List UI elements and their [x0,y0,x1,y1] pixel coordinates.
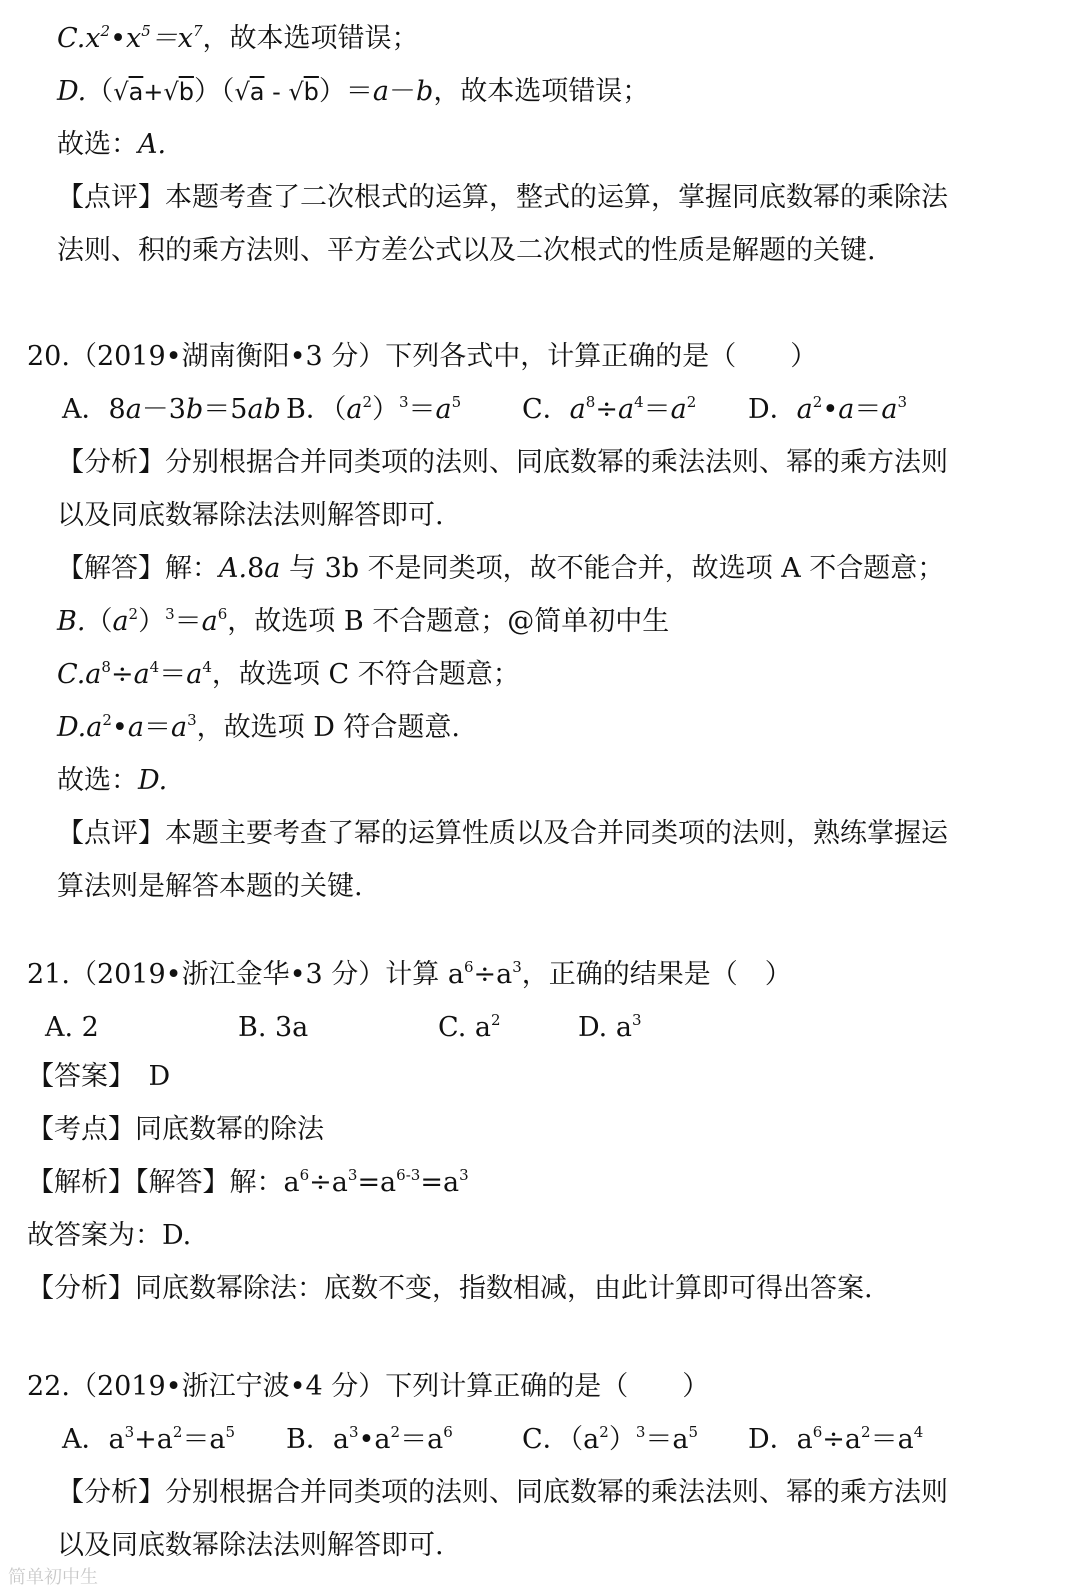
watermark: 简单初中生 [8,1567,98,1588]
q20-solution-2: $B.(a^2)^3=a^6$，故选项 B 不合题意；@简单初中生 [57,605,670,637]
q22-option-c: C．$(a^2)^3=a^5$ [522,1423,699,1455]
p19-line-d: D.（√a+√b）（√a - √b）＝a－b，故本选项错误； [57,76,650,107]
q21-option-b: B. 3a [238,1012,309,1043]
q21-answer: 【答案】 D [27,1061,171,1092]
q20-option-b: B．$(a^2)^3=a^5$ [286,393,462,425]
q22-option-a: A．$a^3+a^2=a^5$ [62,1423,236,1455]
q21-solution: 【解析】【解答】解：$a^6\div a^3=a^{6-3}=a^3$ [27,1166,469,1198]
q22-option-b: B．$a^3•a^2=a^6$ [286,1423,453,1455]
p19-review-1: 【点评】本题考查了二次根式的运算，整式的运算，掌握同底数幂的乘除法 [57,182,948,213]
q22-header: 22.（2019•浙江宁波•4 分）下列计算正确的是（ ） [27,1371,710,1402]
q20-solution-1: 【解答】解：A.8a 与 3b 不是同类项，故不能合并，故选项 A 不合题意； [57,553,945,584]
q20-solution-4: $D.a^2•a=a^3$，故选项 D 符合题意. [57,711,461,743]
p19-line-c: $C.x^2•x^5=x^7$，故本选项错误； [57,22,419,54]
q20-analysis-2: 以及同底数幂除法法则解答即可. [57,500,444,531]
p19-select: 故选：A. [57,129,167,160]
q22-analysis-2: 以及同底数幂除法法则解答即可. [57,1530,444,1561]
q20-option-c: C．$a^8\div a^4=a^2$ [522,393,697,425]
q21-option-c: C. $a^2$ [438,1011,501,1043]
q21-analysis: 【分析】同底数幂除法：底数不变，指数相减，由此计算即可得出答案. [27,1273,873,1304]
q20-option-d: D．$a^2•a=a^3$ [748,393,908,425]
q20-select: 故选：D. [57,765,168,796]
q20-review-1: 【点评】本题主要考查了幂的运算性质以及合并同类项的法则，熟练掌握运 [57,818,948,849]
p19-review-2: 法则、积的乘方法则、平方差公式以及二次根式的性质是解题的关键. [57,235,876,266]
q21-option-a: A. 2 [45,1012,99,1043]
q21-header: 21.（2019•浙江金华•3 分）计算 $a^6\div a^3$，正确的结果是（ ） [27,958,792,990]
q21-option-d: D. $a^3$ [578,1011,642,1043]
q21-final: 故答案为：D. [27,1220,192,1251]
q20-analysis-1: 【分析】分别根据合并同类项的法则、同底数幂的乘法法则、幂的乘方法则 [57,447,948,478]
q22-analysis-1: 【分析】分别根据合并同类项的法则、同底数幂的乘法法则、幂的乘方法则 [57,1477,948,1508]
q20-solution-3: $C.a^8\div a^4=a^4$，故选项 C 不符合题意； [57,658,520,690]
q20-header: 20.（2019•湖南衡阳•3 分）下列各式中，计算正确的是（ ） [27,341,818,372]
q20-option-a: A．8a－3b＝5ab [62,394,281,425]
q22-option-d: D．$a^6\div a^2=a^4$ [748,1423,924,1455]
q20-review-2: 算法则是解答本题的关键. [57,871,363,902]
q21-point: 【考点】同底数幂的除法 [27,1114,324,1145]
